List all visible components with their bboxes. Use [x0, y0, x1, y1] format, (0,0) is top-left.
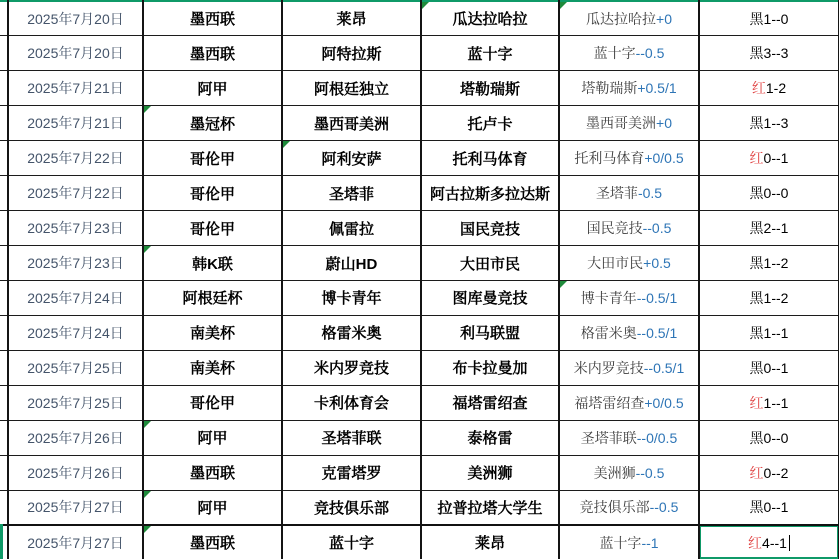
result-score-text: 0--1: [763, 499, 789, 516]
clipped-adjacent-cell: [0, 490, 8, 525]
table-row: [0, 176, 839, 211]
cell-match-date[interactable]: [8, 106, 143, 141]
cell-handicap-pick[interactable]: [559, 350, 699, 385]
cell-match-date[interactable]: [8, 350, 143, 385]
result-score-text: 2--1: [763, 220, 789, 237]
cell-away-team[interactable]: [421, 36, 559, 71]
result-outcome-text: 红: [751, 80, 766, 97]
match-date-text: 2025年7月25日: [27, 359, 124, 376]
cell-pick-result[interactable]: [699, 420, 839, 455]
away-team-text: 托卢卡: [467, 115, 513, 133]
home-team-text: 竞技俱乐部: [313, 499, 389, 517]
cell-pick-result[interactable]: [699, 141, 839, 176]
clipped-adjacent-cell: [0, 281, 8, 316]
cell-away-team[interactable]: [421, 385, 559, 420]
handicap-number-text: --0.5/1: [636, 324, 678, 341]
error-check-triangle-icon: [144, 421, 151, 428]
table-row: [0, 315, 839, 350]
handicap-number-text: --0/0.5: [636, 429, 678, 446]
away-team-text: 拉普拉塔大学生: [437, 499, 543, 517]
cell-pick-result[interactable]: [699, 385, 839, 420]
away-team-text: 美洲狮: [467, 465, 513, 483]
cell-league[interactable]: [143, 1, 282, 36]
home-team-text: 圣塔菲: [328, 185, 374, 203]
cell-league[interactable]: [143, 490, 282, 525]
result-outcome-text: 黑: [749, 429, 764, 446]
cell-match-date[interactable]: [8, 455, 143, 490]
cell-pick-result[interactable]: [699, 281, 839, 316]
result-score-text: 1--2: [763, 255, 789, 272]
handicap-number-text: +0/0.5: [644, 394, 684, 411]
home-team-text: 克雷塔罗: [321, 465, 382, 483]
error-check-triangle-icon: [560, 281, 567, 288]
result-outcome-text: 黑: [749, 115, 764, 132]
clipped-adjacent-cell: [0, 1, 8, 36]
handicap-team-text: 格雷米奥: [580, 324, 637, 341]
cell-home-team[interactable]: [282, 281, 421, 316]
clipped-adjacent-cell: [0, 315, 8, 350]
away-team-text: 泰格雷: [467, 430, 513, 448]
selected-row-edge-indicator: [0, 524, 3, 559]
table-row: [0, 106, 839, 141]
cell-handicap-pick[interactable]: [559, 246, 699, 281]
cell-league[interactable]: [143, 176, 282, 211]
league-text: 墨西联: [189, 11, 235, 29]
result-score-text: 0--0: [763, 429, 789, 446]
handicap-team-text: 瓜达拉哈拉: [586, 10, 657, 27]
home-team-text: 莱昂: [336, 11, 367, 29]
error-check-triangle-icon: [144, 491, 151, 498]
handicap-team-text: 托利马体育: [574, 150, 645, 167]
cell-match-date[interactable]: [8, 1, 143, 36]
table-row: [0, 246, 839, 281]
cell-match-date[interactable]: [8, 246, 143, 281]
league-text: 墨西联: [189, 535, 235, 553]
league-text: 哥伦甲: [189, 185, 235, 203]
cell-match-date[interactable]: [8, 525, 143, 559]
cell-handicap-pick[interactable]: [559, 455, 699, 490]
result-outcome-text: 黑: [749, 10, 764, 27]
cell-pick-result[interactable]: [699, 71, 839, 106]
away-team-text: 福塔雷绍查: [452, 395, 528, 413]
cell-league[interactable]: [143, 36, 282, 71]
clipped-adjacent-cell: [0, 141, 8, 176]
table-row: [0, 385, 839, 420]
match-date-text: 2025年7月26日: [27, 464, 124, 481]
result-outcome-text: 黑: [749, 359, 764, 376]
cell-home-team[interactable]: [282, 385, 421, 420]
league-text: 墨西联: [189, 45, 235, 63]
cell-home-team[interactable]: [282, 350, 421, 385]
match-date-text: 2025年7月27日: [27, 534, 124, 551]
cell-league[interactable]: [143, 106, 282, 141]
handicap-team-text: 蓝十字: [599, 534, 642, 551]
home-team-text: 圣塔菲联: [321, 430, 382, 448]
cell-away-team[interactable]: [421, 281, 559, 316]
text-edit-caret: [789, 535, 790, 551]
home-team-text: 墨西哥美洲: [313, 115, 389, 133]
handicap-number-text: --0.5: [635, 45, 665, 62]
league-text: 南美杯: [189, 325, 235, 343]
handicap-number-text: --0.5: [635, 464, 665, 481]
result-score-text: 0--1: [763, 359, 789, 376]
cell-home-team[interactable]: [282, 106, 421, 141]
result-outcome-text: 红: [749, 150, 764, 167]
cell-handicap-pick[interactable]: [559, 211, 699, 246]
league-text: 墨冠杯: [189, 115, 235, 133]
league-text: 哥伦甲: [189, 395, 235, 413]
home-team-text: 格雷米奥: [321, 325, 382, 343]
cell-match-date[interactable]: [8, 315, 143, 350]
clipped-adjacent-cell: [0, 71, 8, 106]
result-score-text: 0--2: [763, 464, 789, 481]
cell-home-team[interactable]: [282, 211, 421, 246]
cell-handicap-pick[interactable]: [559, 385, 699, 420]
home-team-text: 阿利安萨: [321, 150, 382, 168]
match-date-text: 2025年7月20日: [27, 10, 124, 27]
handicap-team-text: 塔勒瑞斯: [581, 80, 638, 97]
cell-match-date[interactable]: [8, 36, 143, 71]
result-outcome-text: 红: [749, 464, 764, 481]
cell-home-team[interactable]: [282, 141, 421, 176]
clipped-adjacent-cell: [0, 106, 8, 141]
cell-home-team[interactable]: [282, 1, 421, 36]
clipped-adjacent-cell: [0, 211, 8, 246]
table-row: [0, 281, 839, 316]
table-row: [0, 36, 839, 71]
result-score-text: 0--0: [763, 185, 789, 202]
error-check-triangle-icon: [560, 2, 567, 9]
cell-pick-result[interactable]: [699, 455, 839, 490]
away-team-text: 大田市民: [459, 255, 520, 273]
cell-pick-result[interactable]: [699, 211, 839, 246]
cell-away-team[interactable]: [421, 246, 559, 281]
match-date-text: 2025年7月24日: [27, 289, 124, 306]
table-row: [0, 1, 839, 36]
result-outcome-text: 黑: [749, 255, 764, 272]
league-text: 阿甲: [197, 430, 228, 448]
clipped-adjacent-cell: [0, 176, 8, 211]
home-team-text: 米内罗竞技: [313, 360, 389, 378]
cell-match-date[interactable]: [8, 420, 143, 455]
cell-away-team[interactable]: [421, 420, 559, 455]
league-text: 南美杯: [189, 360, 235, 378]
cell-pick-result[interactable]: [699, 36, 839, 71]
match-date-text: 2025年7月23日: [27, 255, 124, 272]
cell-league[interactable]: [143, 455, 282, 490]
match-date-text: 2025年7月27日: [27, 499, 124, 516]
cell-league[interactable]: [143, 420, 282, 455]
league-text: 阿甲: [197, 80, 228, 98]
cell-handicap-pick[interactable]: [559, 141, 699, 176]
cell-home-team[interactable]: [282, 176, 421, 211]
cell-home-team[interactable]: [282, 490, 421, 525]
clipped-adjacent-cell: [0, 246, 8, 281]
home-team-text: 蔚山HD: [325, 255, 378, 273]
league-text: 哥伦甲: [189, 220, 235, 238]
league-text: 阿根廷杯: [182, 290, 243, 308]
cell-match-date[interactable]: [8, 141, 143, 176]
away-team-text: 布卡拉曼加: [452, 360, 528, 378]
handicap-number-text: --1: [641, 534, 659, 551]
error-check-triangle-icon: [283, 141, 290, 148]
match-date-text: 2025年7月24日: [27, 324, 124, 341]
league-text: 阿甲: [197, 499, 228, 517]
result-outcome-text: 黑: [749, 499, 764, 516]
table-row: [0, 455, 839, 490]
match-date-text: 2025年7月25日: [27, 394, 124, 411]
handicap-number-text: --0.5: [642, 220, 672, 237]
home-team-text: 阿特拉斯: [321, 45, 382, 63]
away-team-text: 国民竞技: [459, 220, 520, 238]
home-team-text: 蓝十字: [328, 535, 374, 553]
league-text: 哥伦甲: [189, 150, 235, 168]
cell-away-team[interactable]: [421, 141, 559, 176]
result-score-text: 1--1: [763, 394, 789, 411]
cell-match-date[interactable]: [8, 176, 143, 211]
match-date-text: 2025年7月26日: [27, 429, 124, 446]
away-team-text: 图库曼竞技: [452, 290, 528, 308]
cell-handicap-pick[interactable]: [559, 525, 699, 559]
cell-away-team[interactable]: [421, 176, 559, 211]
result-outcome-text: 黑: [749, 45, 764, 62]
handicap-number-text: +0: [656, 115, 672, 132]
cell-home-team[interactable]: [282, 455, 421, 490]
table-row: [0, 211, 839, 246]
cell-away-team[interactable]: [421, 211, 559, 246]
result-outcome-text: 黑: [749, 220, 764, 237]
handicap-number-text: +0/0.5: [644, 150, 684, 167]
handicap-team-text: 国民竞技: [586, 220, 643, 237]
home-team-text: 卡利体育会: [313, 395, 389, 413]
handicap-number-text: --0.5/1: [643, 359, 685, 376]
cell-match-date[interactable]: [8, 490, 143, 525]
cell-away-team[interactable]: [421, 315, 559, 350]
cell-league[interactable]: [143, 141, 282, 176]
match-date-text: 2025年7月22日: [27, 150, 124, 167]
cell-home-team[interactable]: [282, 246, 421, 281]
handicap-team-text: 米内罗竞技: [573, 359, 644, 376]
handicap-number-text: +0.5/1: [637, 80, 677, 97]
cell-away-team[interactable]: [421, 350, 559, 385]
cell-league[interactable]: [143, 525, 282, 559]
result-score-text: 1--0: [763, 10, 789, 27]
cell-away-team[interactable]: [421, 525, 559, 559]
table-row: [0, 71, 839, 106]
error-check-triangle-icon: [422, 2, 429, 9]
table-row: [0, 350, 839, 385]
handicap-team-text: 美洲狮: [593, 464, 636, 481]
cell-handicap-pick[interactable]: [559, 315, 699, 350]
result-outcome-text: 红: [748, 534, 763, 551]
table-row: [0, 490, 839, 525]
cell-pick-result[interactable]: [699, 490, 839, 525]
cell-home-team[interactable]: [282, 420, 421, 455]
cell-pick-result[interactable]: [699, 350, 839, 385]
cell-pick-result[interactable]: [699, 525, 839, 559]
cell-league[interactable]: [143, 350, 282, 385]
cell-handicap-pick[interactable]: [559, 36, 699, 71]
error-check-triangle-icon: [144, 246, 151, 253]
table-row: [0, 525, 839, 559]
league-text: 韩K联: [192, 255, 233, 273]
cell-handicap-pick[interactable]: [559, 420, 699, 455]
cell-league[interactable]: [143, 315, 282, 350]
cell-away-team[interactable]: [421, 490, 559, 525]
cell-league[interactable]: [143, 71, 282, 106]
result-score-text: 1--1: [763, 324, 789, 341]
clipped-adjacent-cell: [0, 420, 8, 455]
handicap-number-text: +0: [656, 10, 672, 27]
cell-pick-result[interactable]: [699, 1, 839, 36]
result-score-text: 1--3: [763, 115, 789, 132]
match-date-text: 2025年7月23日: [27, 220, 124, 237]
result-outcome-text: 黑: [749, 185, 764, 202]
away-team-text: 莱昂: [474, 535, 505, 553]
away-team-text: 塔勒瑞斯: [459, 80, 520, 98]
result-score-text: 1--2: [763, 289, 789, 306]
cell-handicap-pick[interactable]: [559, 71, 699, 106]
cell-match-date[interactable]: [8, 385, 143, 420]
handicap-team-text: 圣塔菲联: [580, 429, 637, 446]
clipped-adjacent-cell: [0, 385, 8, 420]
cell-handicap-pick[interactable]: [559, 281, 699, 316]
handicap-team-text: 竞技俱乐部: [579, 499, 650, 516]
clipped-adjacent-cell: [0, 455, 8, 490]
cell-match-date[interactable]: [8, 71, 143, 106]
away-team-text: 托利马体育: [452, 150, 528, 168]
handicap-team-text: 博卡青年: [580, 289, 637, 306]
handicap-number-text: -0.5: [637, 185, 663, 202]
table-row: [0, 420, 839, 455]
cell-away-team[interactable]: [421, 455, 559, 490]
table-body: [0, 1, 839, 559]
cell-handicap-pick[interactable]: [559, 1, 699, 36]
error-check-triangle-icon: [144, 526, 151, 533]
cell-match-date[interactable]: [8, 211, 143, 246]
away-team-text: 阿古拉斯多拉达斯: [429, 185, 550, 203]
home-team-text: 博卡青年: [321, 290, 382, 308]
cell-handicap-pick[interactable]: [559, 106, 699, 141]
result-outcome-text: 红: [749, 394, 764, 411]
result-score-text: 1-2: [765, 80, 787, 97]
match-date-text: 2025年7月21日: [27, 80, 124, 97]
handicap-number-text: --0.5/1: [636, 289, 678, 306]
table-row: [0, 141, 839, 176]
handicap-team-text: 福塔雷绍查: [574, 394, 645, 411]
cell-pick-result[interactable]: [699, 315, 839, 350]
error-check-triangle-icon: [144, 106, 151, 113]
result-outcome-text: 黑: [749, 289, 764, 306]
cell-league[interactable]: [143, 385, 282, 420]
handicap-number-text: +0.5: [643, 255, 671, 272]
cell-home-team[interactable]: [282, 315, 421, 350]
cell-home-team[interactable]: [282, 71, 421, 106]
handicap-team-text: 圣塔菲: [595, 185, 638, 202]
cell-pick-result[interactable]: [699, 176, 839, 211]
handicap-team-text: 大田市民: [587, 255, 644, 272]
result-score-text: 3--3: [763, 45, 789, 62]
cell-match-date[interactable]: [8, 281, 143, 316]
result-outcome-text: 黑: [749, 324, 764, 341]
handicap-number-text: --0.5: [649, 499, 679, 516]
clipped-adjacent-cell: [0, 36, 8, 71]
home-team-text: 阿根廷独立: [313, 80, 389, 98]
cell-away-team[interactable]: [421, 1, 559, 36]
away-team-text: 利马联盟: [459, 325, 520, 343]
away-team-text: 瓜达拉哈拉: [452, 11, 528, 29]
cell-home-team[interactable]: [282, 36, 421, 71]
cell-league[interactable]: [143, 281, 282, 316]
cell-handicap-pick[interactable]: [559, 176, 699, 211]
match-date-text: 2025年7月21日: [27, 115, 124, 132]
away-team-text: 蓝十字: [467, 45, 513, 63]
handicap-team-text: 墨西哥美洲: [586, 115, 657, 132]
cell-away-team[interactable]: [421, 71, 559, 106]
handicap-team-text: 蓝十字: [593, 45, 636, 62]
result-score-text: 4--1: [762, 534, 787, 551]
home-team-text: 佩雷拉: [328, 220, 374, 238]
cell-league[interactable]: [143, 246, 282, 281]
cell-home-team[interactable]: [282, 525, 421, 559]
cell-pick-result[interactable]: [699, 246, 839, 281]
result-score-text: 0--1: [763, 150, 789, 167]
cell-handicap-pick[interactable]: [559, 490, 699, 525]
league-text: 墨西联: [189, 465, 235, 483]
cell-pick-result[interactable]: [699, 106, 839, 141]
clipped-adjacent-cell: [0, 350, 8, 385]
cell-league[interactable]: [143, 211, 282, 246]
match-date-text: 2025年7月20日: [27, 45, 124, 62]
match-date-text: 2025年7月22日: [27, 185, 124, 202]
cell-away-team[interactable]: [421, 106, 559, 141]
